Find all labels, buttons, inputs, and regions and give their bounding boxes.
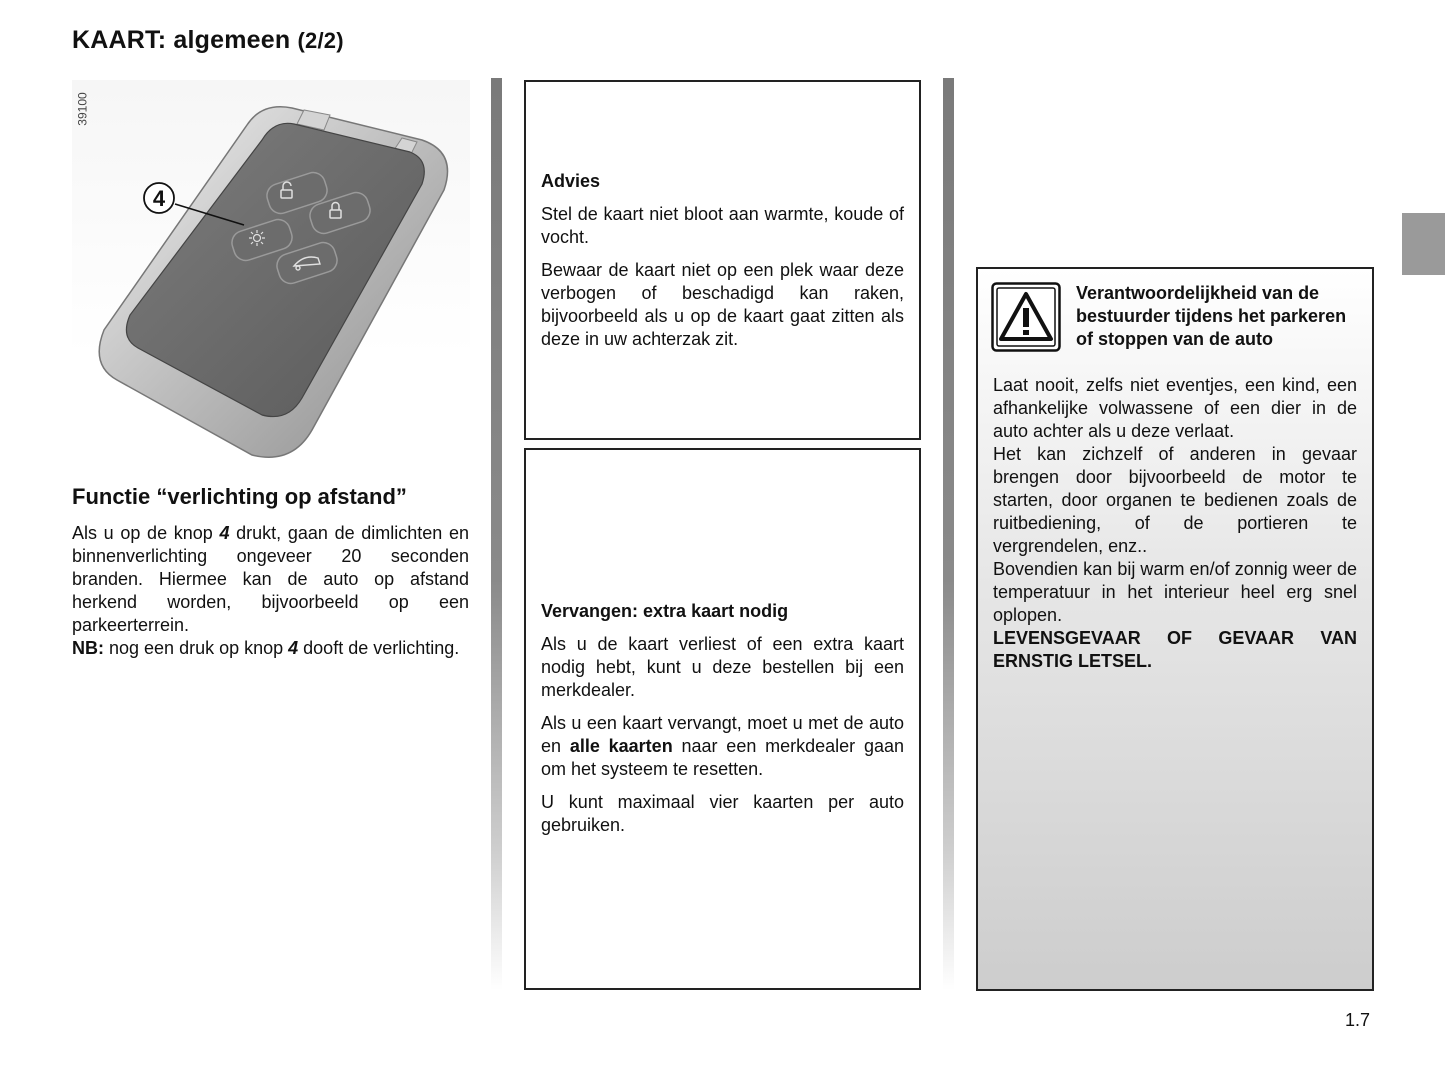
page-number: 1.7 (1345, 1010, 1371, 1030)
page-title-sub: (2/2) (297, 28, 344, 53)
replacement-paragraph-3: U kunt maximaal vier kaarten per auto gebruiken. (541, 792, 904, 835)
button-reference: 4 (219, 523, 230, 543)
warning-triangle-icon (991, 282, 1061, 352)
warning-paragraph-3: Bovendien kan bij warm en/of zonnig weer de temperatuur in het interieur heel erg snel oplopen. (993, 559, 1357, 625)
column-divider-right (943, 78, 954, 990)
callout-number: 4 (152, 186, 166, 211)
section-heading-remote-lighting: Functie “verlichting op afstand” (72, 484, 407, 509)
page-title (72, 26, 344, 55)
column-divider-left (491, 78, 502, 990)
figure-code: 39100 (75, 92, 90, 126)
warning-paragraph-2: Het kan zichzelf of anderen in gevaar brengen door bijvoorbeeld de motor te starten, door organen te bedienen zoals de ruitbediening, of de portieren te vergrendelen, enz.. (993, 444, 1357, 556)
button-reference: 4 (288, 638, 299, 658)
nb-label: NB: (72, 638, 104, 658)
replacement-paragraph-1: Als u de kaart verliest of een extra kaart nodig hebt, kunt u deze bestellen bij een merkdealer. (541, 634, 904, 700)
warning-body (993, 374, 1357, 673)
advice-paragraph-1: Stel de kaart niet bloot aan warmte, koude of vocht. (541, 204, 904, 247)
key-card-illustration (72, 80, 470, 475)
warning-title: Verantwoordelijkheid van de bestuurder tijdens het parkeren of stoppen van de auto (1076, 283, 1347, 349)
chapter-side-tab (1402, 213, 1445, 275)
replacement-paragraph-2: Als u een kaart vervangt, moet u met de auto en alle kaarten naar een merkdealer gaan om het systeem te resetten. (541, 713, 905, 779)
replacement-box (524, 448, 921, 990)
key-card-drawing (72, 80, 470, 475)
advice-box (524, 80, 921, 440)
warning-paragraph-1: Laat nooit, zelfs niet eventjes, een kind, een afhankelijke volwassene of een dier in de auto achter als u deze verlaat. (993, 375, 1357, 441)
advice-title: Advies (541, 171, 601, 191)
advice-paragraph-2: Bewaar de kaart niet op een plek waar deze verbogen of beschadigd kan raken, bijvoorbeeld als u op de kaart gaat zitten als deze in uw achterzak zit. (541, 260, 904, 349)
replacement-title: Vervangen: extra kaart nodig (541, 601, 789, 621)
page-title-main: KAART: algemeen (72, 26, 291, 54)
remote-lighting-text: Als u op de knop 4 drukt, gaan de dimlichten en binnenverlichting ongeveer 20 seconden branden. Hiermee kan de auto op afstand herkend worden, bijvoorbeeld op een parkeerterrein. NB: nog een druk op knop 4 dooft de verlichting. (72, 523, 469, 658)
warning-paragraph-4: LEVENSGEVAAR OF GEVAAR VAN ERNSTIG LETSEL. (993, 628, 1357, 671)
